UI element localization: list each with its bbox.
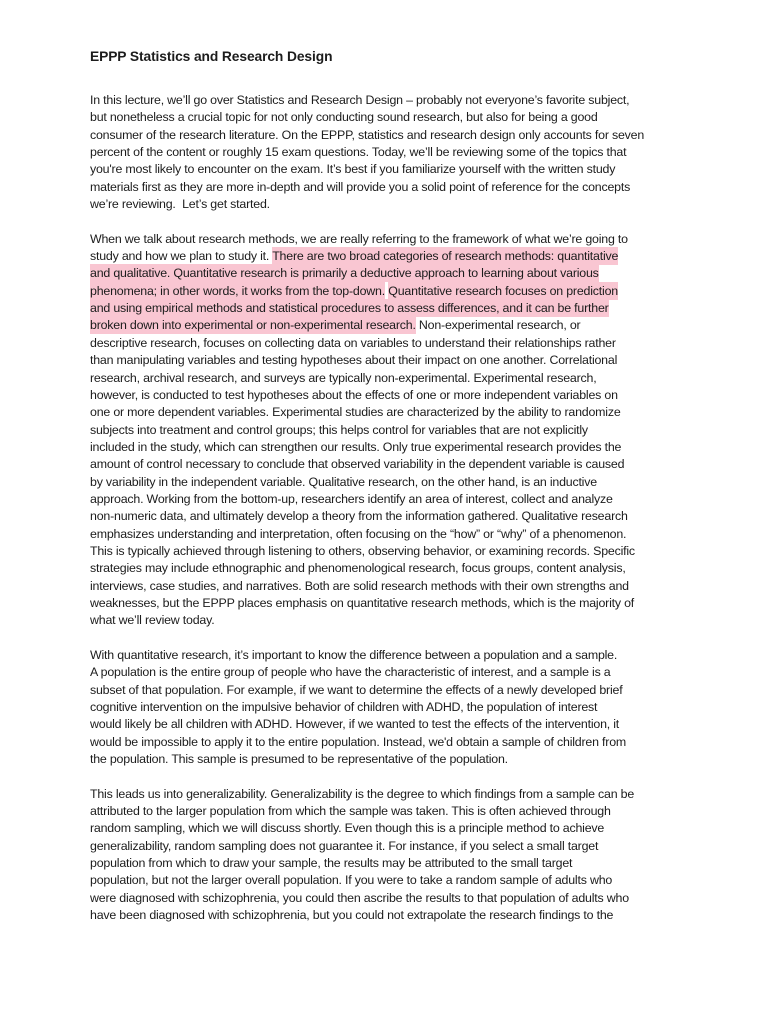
text-line: one or more dependent variables. Experimental studies are characterized by the ability to randomize <box>90 405 621 420</box>
highlighted-text: There are two broad categories of research methods: quantitative <box>272 249 619 264</box>
text-line: When we talk about research methods, we are really referring to the framework of what we’re going to <box>90 231 628 246</box>
text-line: strategies may include ethnographic and phenomenological research, focus groups, content analysis, <box>90 561 626 576</box>
text-line: attributed to the larger population from which the sample was taken. This is often achieved through <box>90 804 611 819</box>
text-line <box>90 300 644 317</box>
highlighted-text: and using empirical methods and statistical procedures to assess differences, and it can be further <box>90 301 609 316</box>
highlighted-text: broken down into experimental or non-experimental research. <box>90 318 416 333</box>
text-line: would likely be all children with ADHD. However, if we wanted to test the effects of the intervention, it <box>90 717 620 732</box>
text-line: what we’ll review today. <box>90 613 215 628</box>
text-segment: study and how we plan to study it. <box>90 249 273 264</box>
text-line: we’re reviewing. Let’s get started. <box>90 197 270 212</box>
text-line: In this lecture, we’ll go over Statistics and Research Design – probably not everyone’s favorite subject, <box>90 93 630 107</box>
text-line: materials first as they are more in-depth and will provide you a solid point of reference for the concepts <box>90 179 631 194</box>
text-line: random sampling, which we will discuss shortly. Even though this is a principle method to achieve <box>90 821 605 836</box>
text-line <box>90 265 644 282</box>
highlighted-text: Quantitative research focuses on prediction <box>388 283 618 298</box>
text-line: percent of the content or roughly 15 exam questions. Today, we’ll be reviewing some of the topics that <box>90 145 627 160</box>
text-line: have been diagnosed with schizophrenia, but you could not extrapolate the research findings to the <box>90 908 614 923</box>
text-line: A population is the entire group of people who have the characteristic of interest, and a sample is a <box>90 665 611 680</box>
text-line: This is typically achieved through listening to others, observing behavior, or examining records. Specific <box>90 543 635 558</box>
text-line: however, is conducted to test hypotheses about the effects of one or more independent variables on <box>90 387 618 402</box>
highlighted-text: phenomena; in other words, it works from the top-down. <box>90 283 385 298</box>
text-line: you're most likely to encounter on the exam. It’s best if you familiarize yourself with the written study <box>90 162 616 177</box>
text-line: population from which to draw your sample, the results may be attributed to the small target <box>90 856 573 871</box>
paragraph-2 <box>90 231 644 630</box>
text-line: would be impossible to apply it to the entire population. Instead, we'd obtain a sample of children from <box>90 734 627 749</box>
text-line: subjects into treatment and control groups; this helps control for variables that are not explicitly <box>90 422 588 437</box>
text-line <box>90 317 644 334</box>
text-line: than manipulating variables and testing hypotheses about their impact on one another. Correlational <box>90 353 618 368</box>
text-line: population, but not the larger overall population. If you were to take a random sample of adults who <box>90 873 613 888</box>
text-line: cognitive intervention on the impulsive behavior of children with ADHD, the population of interest <box>90 700 598 715</box>
text-line: by variability in the independent variable. Qualitative research, on the other hand, is an inductive <box>90 474 597 489</box>
text-line: This leads us into generalizability. Generalizability is the degree to which findings from a sample can be <box>90 786 635 801</box>
text-line: the population. This sample is presumed to be representative of the population. <box>90 752 508 767</box>
paragraph-1 <box>90 92 644 213</box>
text-line: subset of that population. For example, if we want to determine the effects of a newly developed brief <box>90 682 623 697</box>
text-line: descriptive research, focuses on collecting data on variables to understand their relationships rather <box>90 335 616 350</box>
document-body <box>90 92 644 942</box>
text-line: but nonetheless a crucial topic for not only conducting sound research, but also for being a good <box>90 110 598 125</box>
text-line: consumer of the research literature. On the EPPP, statistics and research design only accounts for seven <box>90 127 645 142</box>
text-line: weaknesses, but the EPPP places emphasis on quantitative research methods, which is the majority of <box>90 595 635 610</box>
text-line: approach. Working from the bottom-up, researchers identify an area of interest, collect and analyze <box>90 491 613 506</box>
text-line: amount of control necessary to conclude that observed variability in the dependent variable is caused <box>90 457 625 472</box>
text-line: non-numeric data, and ultimately develop a theory from the information gathered. Qualitative research <box>90 509 628 524</box>
text-line: included in the study, which can strengthen our results. Only true experimental research provides the <box>90 439 622 454</box>
text-line: were diagnosed with schizophrenia, you could then ascribe the results to that population of adults who <box>90 890 629 905</box>
document-title: EPPP Statistics and Research Design <box>90 49 333 64</box>
text-line: interviews, case studies, and narratives. Both are solid research methods with their own strengths and <box>90 578 629 593</box>
text-line: research, archival research, and surveys are typically non-experimental. Experimental research, <box>90 370 597 385</box>
highlighted-text: and qualitative. Quantitative research is primarily a deductive approach to learning about various <box>90 266 599 281</box>
text-line: emphasizes understanding and interpretation, often focusing on the “how” or “why” of a phenomenon. <box>90 526 627 541</box>
text-line <box>90 283 644 300</box>
text-line: generalizability, random sampling does not guarantee it. For instance, if you select a small target <box>90 838 599 853</box>
text-line <box>90 248 644 265</box>
text-line: With quantitative research, it’s important to know the difference between a population and a sample. <box>90 648 618 662</box>
paragraph-3 <box>90 647 644 768</box>
paragraph-4 <box>90 786 644 925</box>
text-segment: Non-experimental research, or <box>415 318 581 333</box>
